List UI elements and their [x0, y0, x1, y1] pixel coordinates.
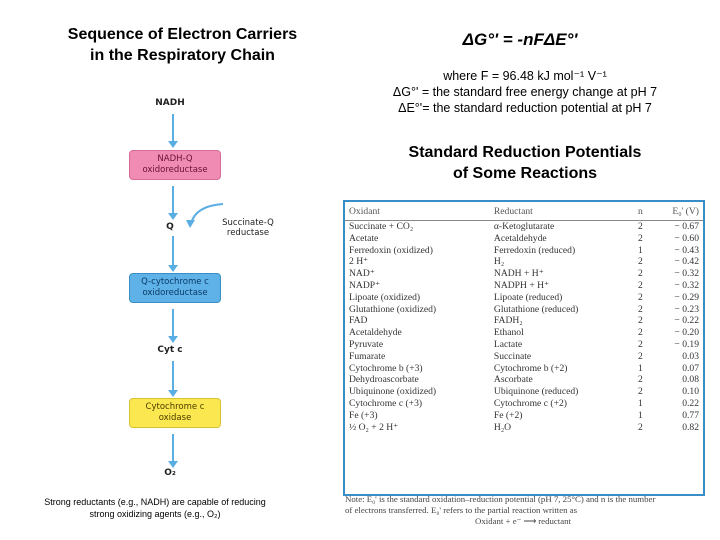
n-cell: 1: [638, 397, 643, 409]
reductant-cell: Cytochrome c (+2): [493, 397, 567, 409]
reductant-cell: Ascorbate: [493, 374, 533, 386]
reductant-cell: Fe (+2): [493, 409, 523, 421]
arrow-down-icon: [172, 186, 174, 214]
table-row: [345, 327, 703, 339]
reductant-cell: α-Ketoglutarate: [493, 221, 555, 232]
reductant-cell: Ethanol: [493, 327, 524, 339]
table-row: [345, 351, 703, 363]
potential-cell: − 0.32: [674, 279, 699, 291]
table-body: [345, 221, 703, 434]
oxidant-cell: FAD: [349, 315, 368, 327]
reductant-cell: Ferredoxin (reduced): [493, 244, 576, 256]
oxidant-cell: ½ O₂ + 2 H⁺: [349, 421, 399, 433]
table-row: [345, 363, 703, 375]
potential-cell: − 0.42: [674, 256, 699, 268]
potential-cell: 0.22: [682, 397, 699, 409]
table-row: [345, 280, 703, 292]
potential-table: [345, 202, 703, 433]
potential-cell: − 0.60: [674, 232, 699, 244]
reductant-cell: H₂: [493, 256, 505, 268]
left-title-line-2: in the Respiratory Chain: [90, 47, 275, 64]
table-row: [345, 233, 703, 245]
potential-cell: 0.10: [682, 386, 699, 398]
electron-chain-diagram: [115, 90, 315, 490]
oxidant-cell: NAD⁺: [349, 268, 375, 280]
oxidant-cell: 2 H⁺: [349, 256, 369, 268]
complex4-line-2: oxidase: [158, 413, 192, 423]
note-line-3: Oxidant + e⁻ ⟶ reductant: [475, 516, 571, 526]
table-row: [345, 374, 703, 386]
table-row: [345, 256, 703, 268]
complex1-line-1: NADH-Q: [157, 154, 193, 164]
table-row: [345, 339, 703, 351]
potential-cell: 0.07: [682, 362, 699, 374]
n-cell: 2: [638, 338, 643, 350]
o2-label: O₂: [164, 468, 176, 478]
oxidant-cell: Lipoate (oxidized): [349, 291, 421, 303]
n-cell: 2: [638, 303, 643, 315]
formula-definitions: [355, 68, 695, 116]
potential-cell: 0.03: [682, 350, 699, 362]
diagram-caption: [40, 496, 270, 520]
right-title: [360, 142, 690, 184]
header-reductant: Reductant: [490, 202, 631, 221]
oxidant-cell: Cytochrome c (+3): [349, 397, 423, 409]
table-note: [345, 494, 705, 527]
potential-cell: 0.82: [682, 421, 699, 433]
oxidant-cell: Succinate + CO₂: [349, 221, 414, 232]
n-cell: 2: [638, 350, 643, 362]
table-row: [345, 398, 703, 410]
header-potential: E₀' (V): [650, 202, 703, 221]
definition-dg: ΔG°' = the standard free energy change at pH 7: [392, 85, 658, 99]
right-title-line-1: Standard Reduction Potentials: [408, 144, 642, 161]
cytc-label: Cyt c: [157, 345, 183, 355]
n-cell: 2: [638, 279, 643, 291]
complex3-box: [129, 273, 221, 303]
n-cell: 2: [638, 268, 643, 280]
table-header-row: [345, 202, 703, 221]
n-cell: 1: [638, 244, 643, 256]
reductant-cell: FADH₂: [493, 315, 523, 327]
potential-cell: − 0.20: [674, 327, 699, 339]
arrow-down-icon: [172, 434, 174, 462]
n-cell: 2: [638, 374, 643, 386]
reductant-cell: Glutathione (reduced): [493, 303, 579, 315]
reductant-cell: Lactate: [493, 338, 523, 350]
complex4-line-1: Cytochrome c: [145, 402, 205, 412]
table-row: [345, 386, 703, 398]
oxidant-cell: Pyruvate: [349, 338, 384, 350]
succinate-arrow-icon: [185, 202, 225, 230]
complex1-box: [129, 150, 221, 180]
n-cell: 2: [638, 256, 643, 268]
n-cell: 2: [638, 315, 643, 327]
table-row: [345, 410, 703, 422]
reductant-cell: Acetaldehyde: [493, 232, 547, 244]
reductant-cell: Lipoate (reduced): [493, 291, 563, 303]
table-row: [345, 292, 703, 304]
n-cell: 2: [638, 221, 643, 232]
arrow-down-icon: [172, 236, 174, 266]
oxidant-cell: Ubiquinone (oxidized): [349, 386, 437, 398]
complex4-box: [129, 398, 221, 428]
complex3-line-1: Q-cytochrome c: [141, 277, 209, 287]
caption-line-2: strong oxidizing agents (e.g., O₂): [89, 509, 221, 519]
table-row: [345, 315, 703, 327]
oxidant-cell: Acetate: [349, 232, 379, 244]
complex2-line-2: reductase: [226, 228, 270, 238]
oxidant-cell: NADP⁺: [349, 279, 381, 291]
complex1-line-2: oxidoreductase: [142, 165, 208, 175]
oxidant-cell: Fe (+3): [349, 409, 378, 421]
note-line-2: of electrons transferred. E₀' refers to the partial reaction written as: [345, 505, 578, 515]
oxidant-cell: Glutathione (oxidized): [349, 303, 437, 315]
potential-cell: 0.77: [682, 409, 699, 421]
complex2-line-1: Succinate-Q: [222, 218, 274, 228]
n-cell: 2: [638, 327, 643, 339]
complex3-line-2: oxidoreductase: [142, 288, 208, 298]
reductant-cell: NADPH + H⁺: [493, 279, 550, 291]
oxidant-cell: Fumarate: [349, 350, 386, 362]
reductant-cell: Cytochrome b (+2): [493, 362, 568, 374]
table-row: [345, 221, 703, 233]
definition-de: ΔE°'= the standard reduction potential at pH 7: [398, 101, 652, 115]
arrow-down-icon: [172, 361, 174, 391]
potential-cell: − 0.22: [674, 315, 699, 327]
nadh-label: NADH: [155, 98, 185, 108]
oxidant-cell: Acetaldehyde: [349, 327, 402, 339]
n-cell: 1: [638, 409, 643, 421]
potential-cell: − 0.32: [674, 268, 699, 280]
left-title-line-1: Sequence of Electron Carriers: [67, 26, 298, 43]
n-cell: 2: [638, 232, 643, 244]
caption-line-1: Strong reductants (e.g., NADH) are capable of reducing: [44, 497, 266, 507]
potential-cell: − 0.67: [674, 221, 699, 232]
potential-cell: − 0.23: [674, 303, 699, 315]
n-cell: 2: [638, 386, 643, 398]
n-cell: 2: [638, 291, 643, 303]
potential-cell: 0.08: [682, 374, 699, 386]
header-oxidant: Oxidant: [345, 202, 490, 221]
header-n: n: [631, 202, 650, 221]
table-row: [345, 245, 703, 257]
reductant-cell: NADH + H⁺: [493, 268, 544, 280]
note-line-1: Note: E₀' is the standard oxidation–reduction potential (pH 7, 25°C) and n is the number: [345, 494, 656, 504]
reductant-cell: Ubiquinone (reduced): [493, 386, 579, 398]
table-row: [345, 422, 703, 434]
reductant-cell: Succinate: [493, 350, 532, 362]
potential-cell: − 0.29: [674, 291, 699, 303]
left-title: [30, 24, 335, 66]
table-row: [345, 268, 703, 280]
definition-f: where F = 96.48 kJ mol⁻¹ V⁻¹: [443, 69, 607, 83]
oxidant-cell: Ferredoxin (oxidized): [349, 244, 433, 256]
n-cell: 2: [638, 421, 643, 433]
table-row: [345, 304, 703, 316]
potential-cell: − 0.19: [674, 338, 699, 350]
n-cell: 1: [638, 362, 643, 374]
oxidant-cell: Cytochrome b (+3): [349, 362, 423, 374]
free-energy-formula: ΔG°' = -nFΔE°': [462, 30, 578, 49]
arrow-down-icon: [172, 309, 174, 337]
q-label: Q: [166, 222, 174, 232]
reductant-cell: H₂O: [493, 421, 512, 433]
reduction-potential-table: [343, 200, 705, 496]
arrow-down-icon: [172, 114, 174, 142]
right-title-line-2: of Some Reactions: [452, 165, 598, 182]
oxidant-cell: Dehydroascorbate: [349, 374, 419, 386]
potential-cell: − 0.43: [674, 244, 699, 256]
